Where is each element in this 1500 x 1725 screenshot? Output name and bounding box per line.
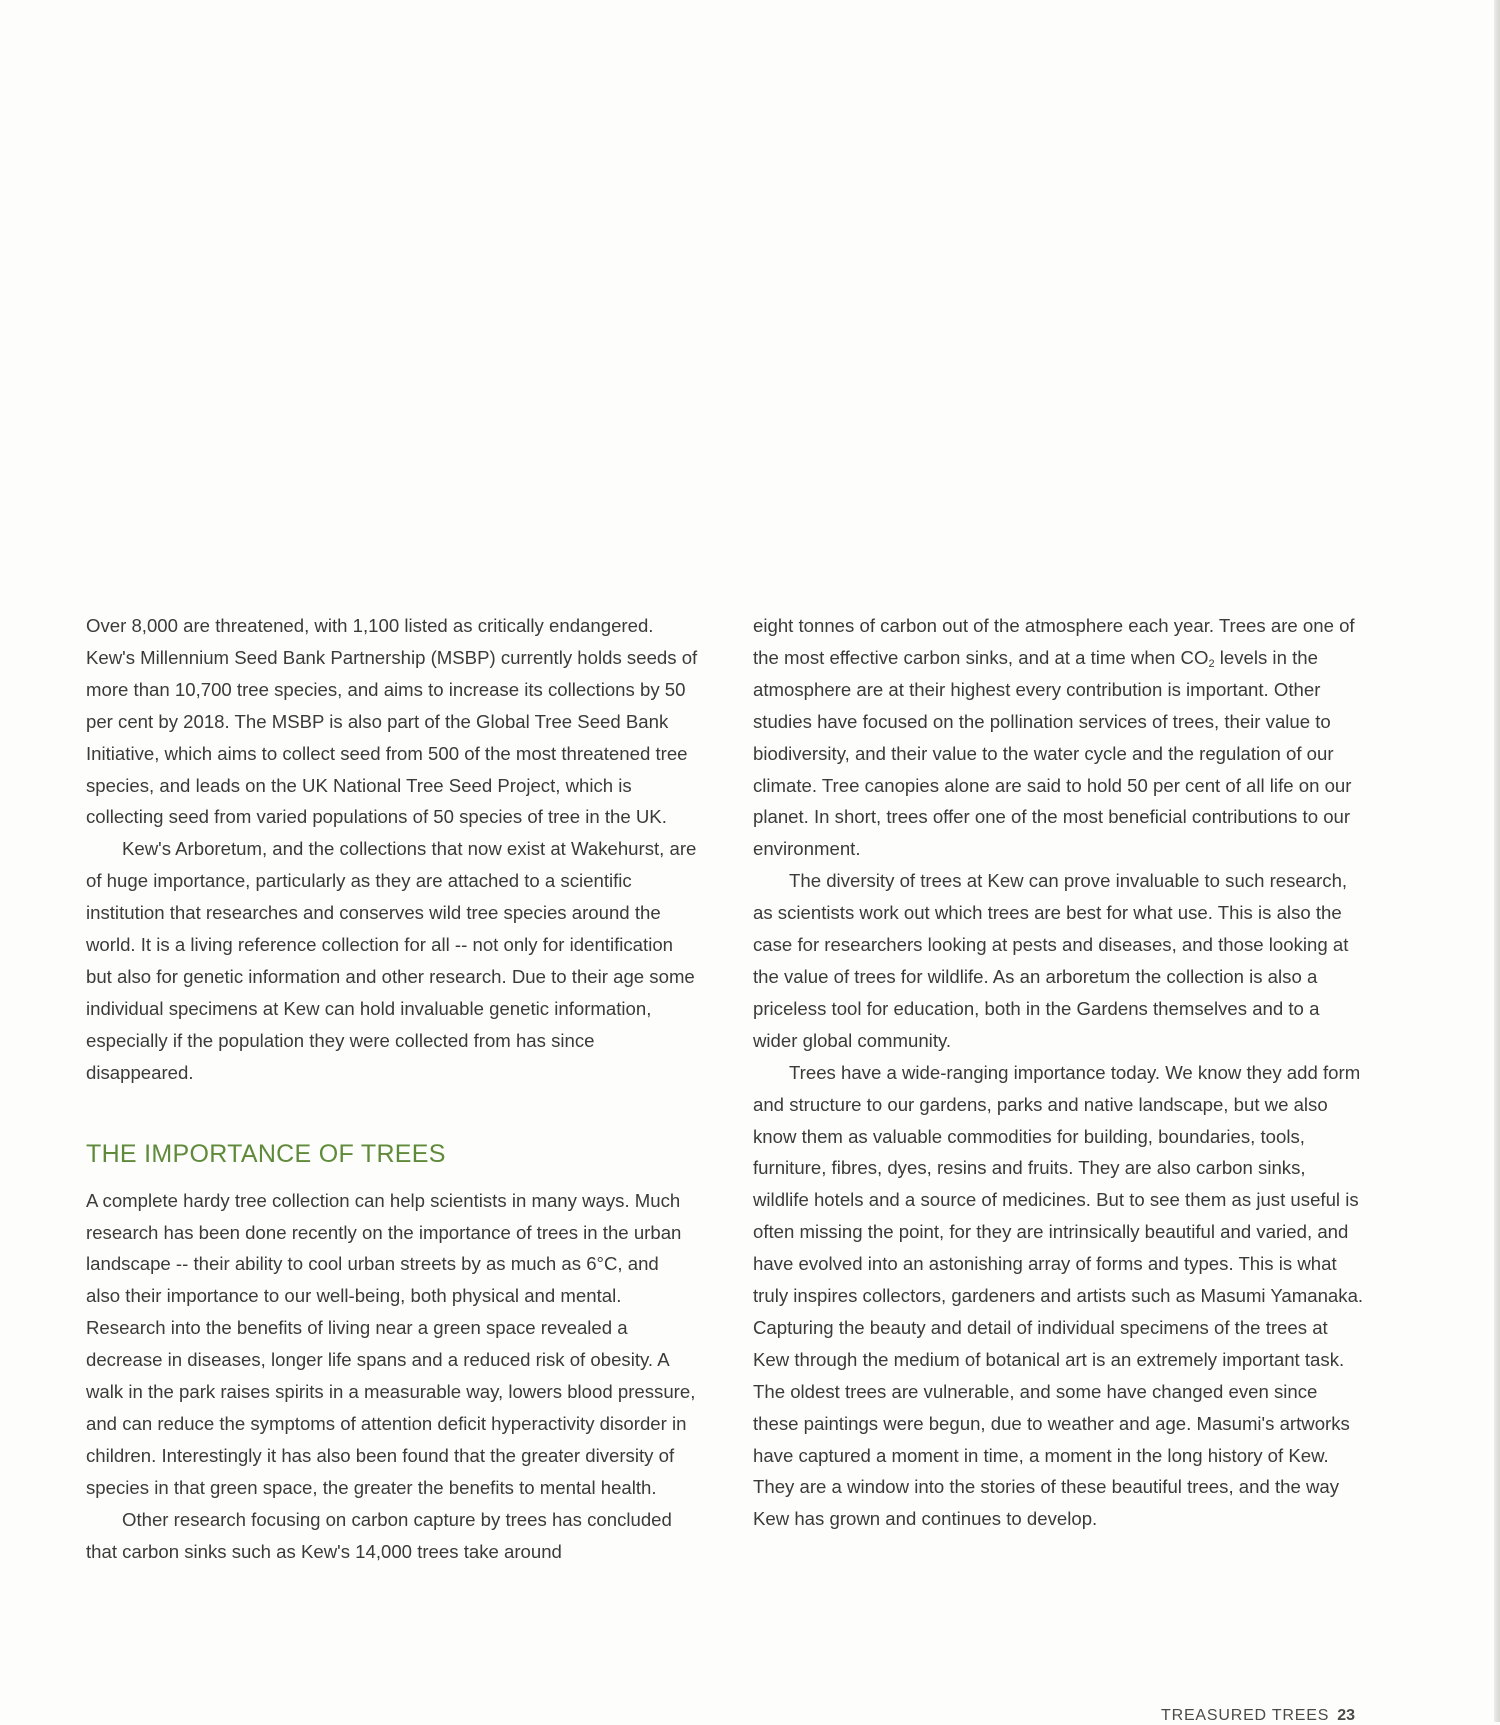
body-paragraph: The diversity of trees at Kew can prove invaluable to such research, as scientists work out which trees are best for what use. This is also the case for researchers looking at pests and diseases, and those looking at the value of trees for wildlife. As an arboretum the collection is also a priceless tool for education, both in the Gardens themselves and to a wider global community. (753, 870, 1349, 1051)
co2-formula-subscript: 2 (1208, 657, 1215, 670)
text-run: levels in the atmosphere are at their highest every contribution is important. Other studies have focused on the pollination services of trees, their value to biodiversity, and their value to the water cycle and the regulation of our climate. Tree canopies alone are said to hold 50 per cent of all life on our planet. In short, trees offer one of the most beneficial contributions to our environment. (753, 646, 1352, 860)
section-heading: THE IMPORTANCE OF TREES (86, 1139, 446, 1168)
body-paragraph: A complete hardy tree collection can help scientists in many ways. Much research has been done recently on the importance of trees in the urban landscape -- their ability to cool urban streets by as much as 6°C, and also their importance to our well-being, both physical and mental. Research into the benefits of living near a green space revealed a decrease in diseases, longer life spans and a reduced risk of obesity. A walk in the park raises spirits in a measurable way, lowers blood pressure, and can reduce the symptoms of attention deficit hyperactivity disorder in children. Interestingly it has also been found that the greater diversity of species in that green space, the greater the benefits to mental health. (86, 1189, 696, 1498)
page-edge-shadow (1494, 0, 1500, 1722)
body-paragraph: Kew's Arboretum, and the collections that now exist at Wakehurst, are of huge importance, particularly as they are attached to a scientific institution that researches and conserves wild tree species around the world. It is a living reference collection for all -- not only for identification but also for genetic information and other research. Due to their age some individual specimens at Kew can hold invaluable genetic information, especially if the population they were collected from has since disappeared. (86, 838, 697, 1083)
text-run: eight tonnes of carbon out of the atmosphere each year. Trees are one of the most effective carbon sinks, and at a time when (753, 615, 1355, 668)
body-paragraph (753, 610, 1365, 865)
body-paragraph: Trees have a wide-ranging importance today. We know they add form and structure to our gardens, parks and native landscape, but we also know them as valuable commodities for building, boundaries, tools, furniture, fibres, dyes, resins and fruits. They are also carbon sinks, wildlife hotels and a source of medicines. But to see them as just useful is often missing the point, for they are intrinsically beautiful and varied, and have evolved into an astonishing array of forms and types. This is what truly inspires collectors, gardeners and artists such as Masumi Yamanaka. Capturing the beauty and detail of individual specimens of the trees at Kew through the medium of botanical art is an extremely important task. The oldest trees are vulnerable, and some have changed even since these paintings were begun, due to weather and age. Masumi's artworks have captured a moment in time, a moment in the long history of Kew. They are a window into the stories of these beautiful trees, and the way Kew has grown and continues to develop. (753, 1061, 1364, 1530)
page-footer (1161, 1707, 1355, 1725)
body-paragraph: Other research focusing on carbon capture by trees has concluded that carbon sinks such as Kew's 14,000 trees take around (86, 1508, 672, 1562)
right-column (753, 610, 1365, 1535)
page-number: 23 (1337, 1707, 1355, 1724)
left-column (86, 610, 698, 1567)
running-title: TREASURED TREES (1161, 1707, 1330, 1724)
co2-formula-base: CO (1180, 646, 1209, 668)
body-paragraph: Over 8,000 are threatened, with 1,100 listed as critically endangered. Kew's Millennium Seed Bank Partnership (MSBP) currently holds seeds of more than 10,700 tree species, and aims to increase its collections by 50 per cent by 2018. The MSBP is also part of the Global Tree Seed Bank Initiative, which aims to collect seed from 500 of the most threatened tree species, and leads on the UK National Tree Seed Project, which is collecting seed from varied populations of 50 species of tree in the UK. (86, 615, 698, 828)
